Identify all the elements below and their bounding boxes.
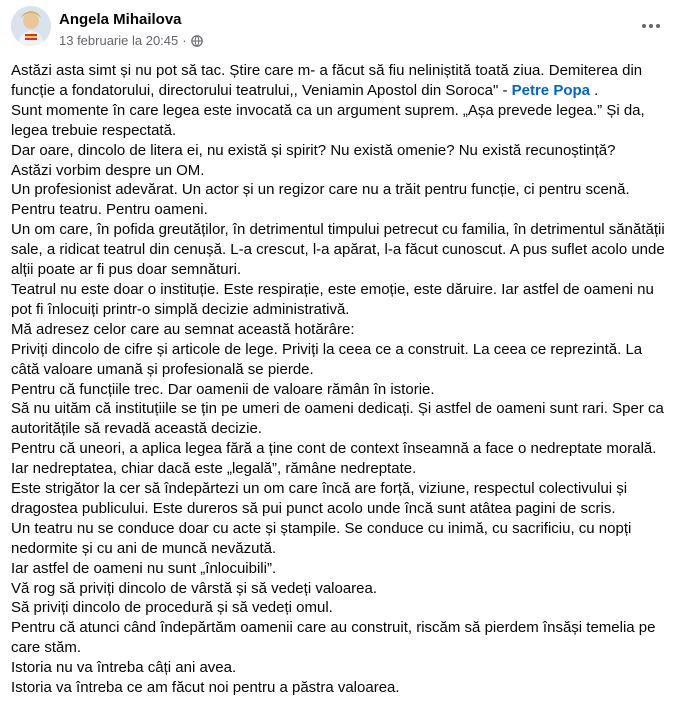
more-options-icon[interactable] [635, 10, 667, 42]
post-paragraph: Dar oare, dincolo de litera ei, nu există și spirit? Nu există omenie? Nu există recunoștință? [11, 141, 616, 159]
post-paragraph: Un profesionist adevărat. Un actor și un regizor care nu a trăit pentru funcție, ci pentru scenă. [11, 181, 630, 199]
post-paragraph: Teatrul nu este doar o instituție. Este respirație, este emoție, este dăruire. Iar astfel de oameni nu pot fi înlocuiți printr-o simplă decizie administrativă. [11, 280, 654, 318]
post-paragraph: Vă rog să priviți dincolo de vârstă și să vedeți valoarea. [11, 579, 378, 597]
post-paragraph: Pentru că funcțiile trec. Dar oamenii de valoare rămân în istorie. [11, 380, 435, 398]
post-paragraph: Mă adresez celor care au semnat această hotărâre: [11, 320, 355, 338]
post-paragraph: Să nu uităm că instituțiile se țin pe umeri de oameni dedicați. Și astfel de oameni sunt rari. Sper ca autoritățile să revadă această decizie. [11, 400, 664, 438]
avatar[interactable] [11, 6, 51, 46]
post-paragraph: Să priviți dincolo de procedură și să vedeți omul. [11, 599, 333, 617]
mention-link[interactable]: Petre Popa [511, 81, 590, 99]
post-paragraph: Iar astfel de oameni nu sunt „înlocuibili”. [11, 559, 277, 577]
meta-separator: · [182, 33, 187, 48]
globe-icon[interactable] [191, 35, 203, 47]
post-paragraph: Istoria va întreba ce am făcut noi pentru a păstra valoarea. [11, 679, 400, 697]
post-paragraph: Astăzi vorbim despre un OM. [11, 161, 205, 179]
post-paragraph: Priviți dincolo de cifre și articole de lege. Priviți la ceea ce a construit. La ceea ce reprezintă. La câtă valoare umană și profesională se pierde. [11, 340, 643, 378]
post-paragraph: Istoria nu va întreba câți ani avea. [11, 659, 237, 677]
post-paragraph: Pentru că uneori, a aplica legea fără a ține cont de context înseamnă a face o nedreptate morală. [11, 440, 657, 458]
post-paragraph: Sunt momente în care legea este invocată ca un argument suprem. „Așa prevede legea.” Și da, legea trebuie respectată. [11, 101, 645, 139]
more-dot [656, 24, 660, 28]
post-text: Astăzi asta simt și nu pot să tac. Știre care m- a făcut să fiu neliniștită toată ziua. Demiterea din funcție a fondatorului, directorului teatrului,, Veniamin Apostol din Soroca" - [11, 62, 643, 99]
post-paragraph: Un teatru nu se conduce doar cu acte și ștampile. Se conduce cu inimă, cu sacrificiu, cu nopți nedormite și cu ani de muncă nevăzută. [11, 519, 632, 557]
post-body [11, 61, 671, 698]
post-paragraph: Pentru că atunci când îndepărtăm oamenii care au construit, riscăm să pierdem însăși temelia pe care stăm. [11, 619, 656, 657]
more-dot [649, 24, 653, 28]
more-dot [642, 24, 646, 28]
post-paragraph: Pentru teatru. Pentru oameni. [11, 201, 208, 219]
post-paragraph: Iar nedreptatea, chiar dacă este „legală”, rămâne nedreptate. [11, 460, 417, 478]
post-text: . [590, 81, 599, 99]
post-header [11, 6, 671, 54]
post-paragraph: Un om care, în pofida greutăților, în detrimentul timpului petrecut cu familia, în detrimentul sănătății sale, a ridicat teatrul din cenușă. L-a crescut, l-a apărat, l-a făcut cunoscut. A pus suflet acolo unde alții poate ar fi pus doar semnături. [11, 221, 665, 279]
post-paragraph: Este strigător la cer să îndepărtezi un om care încă are forță, viziune, respectul colectivului și dragostea publicului. Este dureros să pui punct acolo unde încă sunt atâtea pagini de scris. [11, 480, 628, 517]
post-paragraph [11, 61, 671, 101]
post-timestamp[interactable]: 13 februarie la 20:45 [59, 33, 179, 48]
author-name[interactable]: Angela Mihailova [59, 11, 182, 28]
post-meta [59, 33, 203, 48]
avatar-image [11, 6, 51, 46]
